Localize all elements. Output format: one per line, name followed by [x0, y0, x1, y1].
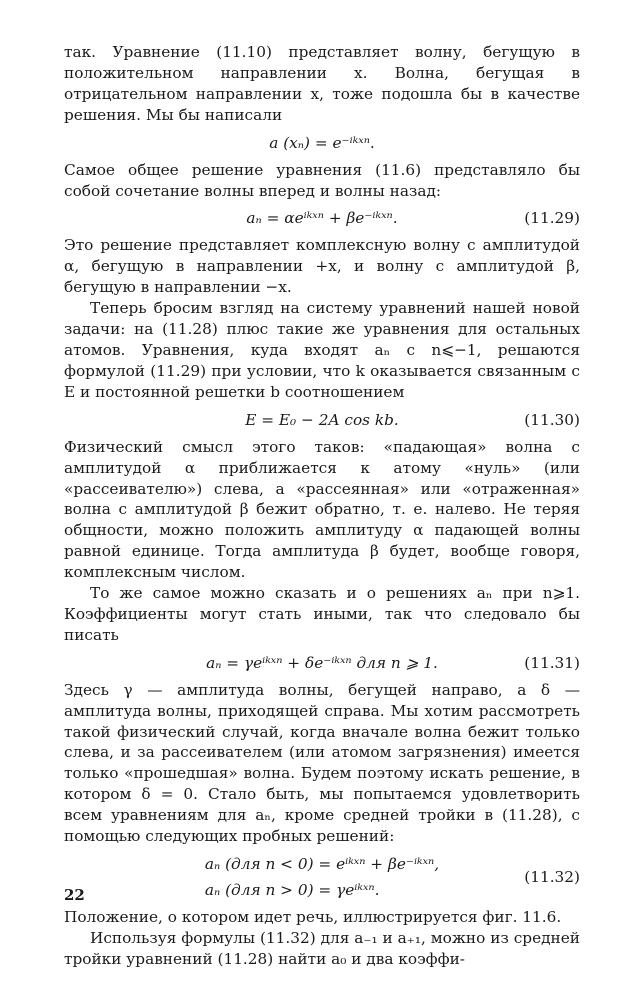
equation-line-1: aₙ (для n < 0) = eⁱᵏˣⁿ + βe⁻ⁱᵏˣⁿ, [204, 855, 440, 873]
paragraph-8: Положение, о котором идет речь, иллюстрируется фиг. 11.6. [64, 908, 562, 926]
equation-a-xn [64, 126, 580, 160]
equation-text: aₙ = γeⁱᵏˣⁿ + δe⁻ⁱᵏˣⁿ для n ⩾ 1. [206, 653, 438, 672]
equation-11-30 [64, 403, 580, 437]
equation-lines [205, 847, 439, 903]
equation-number: (11.30) [524, 410, 580, 429]
page-number: 22 [64, 886, 85, 904]
equation-number: (11.29) [524, 209, 580, 228]
page-body [64, 42, 580, 970]
paragraph-3: Это решение представляет комплексную волну с амплитудой α, бегущую в направлении +x, и волну с амплитудой β, бегущую в направлении −x. [64, 236, 580, 297]
equation-number: (11.31) [524, 653, 580, 672]
paragraph-9: Используя формулы (11.32) для a₋₁ и a₊₁, можно из средней тройки уравнений (11.28) найти a₀ и два коэффи- [64, 928, 580, 968]
equation-number: (11.32) [524, 868, 580, 886]
equation-11-31 [64, 646, 580, 680]
equation-text: aₙ = αeⁱᵏˣⁿ + βe⁻ⁱᵏˣⁿ. [246, 209, 398, 228]
equation-text: a (xₙ) = e⁻ⁱᵏˣⁿ. [269, 133, 375, 152]
paragraph-2: Самое общее решение уравнения (11.6) представляло бы собой сочетание волны вперед и волны назад: [64, 160, 580, 200]
paragraph-5: Физический смысл этого таков: «падающая» волна с амплитудой α приближается к атому «нуль» (или «рассеивателю») слева, а «рассеянная» или «отраженная» волна с амплитудой β бежит обратно, т. е. налево. Не теряя общности, можно положить амплитуду α падающей волны равной единице. Тогда амплитуда β будет, вообще говоря, комплексным числом. [64, 437, 580, 582]
equation-11-29 [64, 201, 580, 235]
equation-text: E = E₀ − 2A cos kb. [245, 410, 399, 429]
paragraph-6: То же самое можно сказать и о решениях aₙ при n⩾1. Коэффициенты могут стать иными, так что следовало бы писать [64, 584, 580, 644]
equation-line-2: aₙ (для n > 0) = γeⁱᵏˣⁿ. [204, 881, 380, 899]
equation-11-32 [64, 847, 580, 907]
paragraph-7: Здесь γ — амплитуда волны, бегущей направо, а δ — амплитуда волны, приходящей справа. Мы хотим рассмотреть такой физический случай, когда вначале волна бежит только слева, и за рассеивателем (или атомом загрязнения) имеется только «прошедшая» волна. Будем поэтому искать решение, в котором δ = 0. Стало быть, мы попытаемся удовлетворить всем уравнениям для aₙ, кроме средней тройки в (11.28), с помощью следующих пробных решений: [64, 680, 580, 846]
paragraph-1: так. Уравнение (11.10) представляет волну, бегущую в положительном направлении x. Волна, бегущая в отрицательном направлении x, тоже подошла бы в качестве решения. Мы бы написали [64, 43, 580, 124]
paragraph-4: Теперь бросим взгляд на систему уравнений нашей новой задачи: на (11.28) плюс такие же уравнения для остальных атомов. Уравнения, куда входят aₙ с n⩽−1, решаются формулой (11.29) при условии, что k оказывается связанным с E и постоянной решетки b соотношением [64, 299, 580, 401]
